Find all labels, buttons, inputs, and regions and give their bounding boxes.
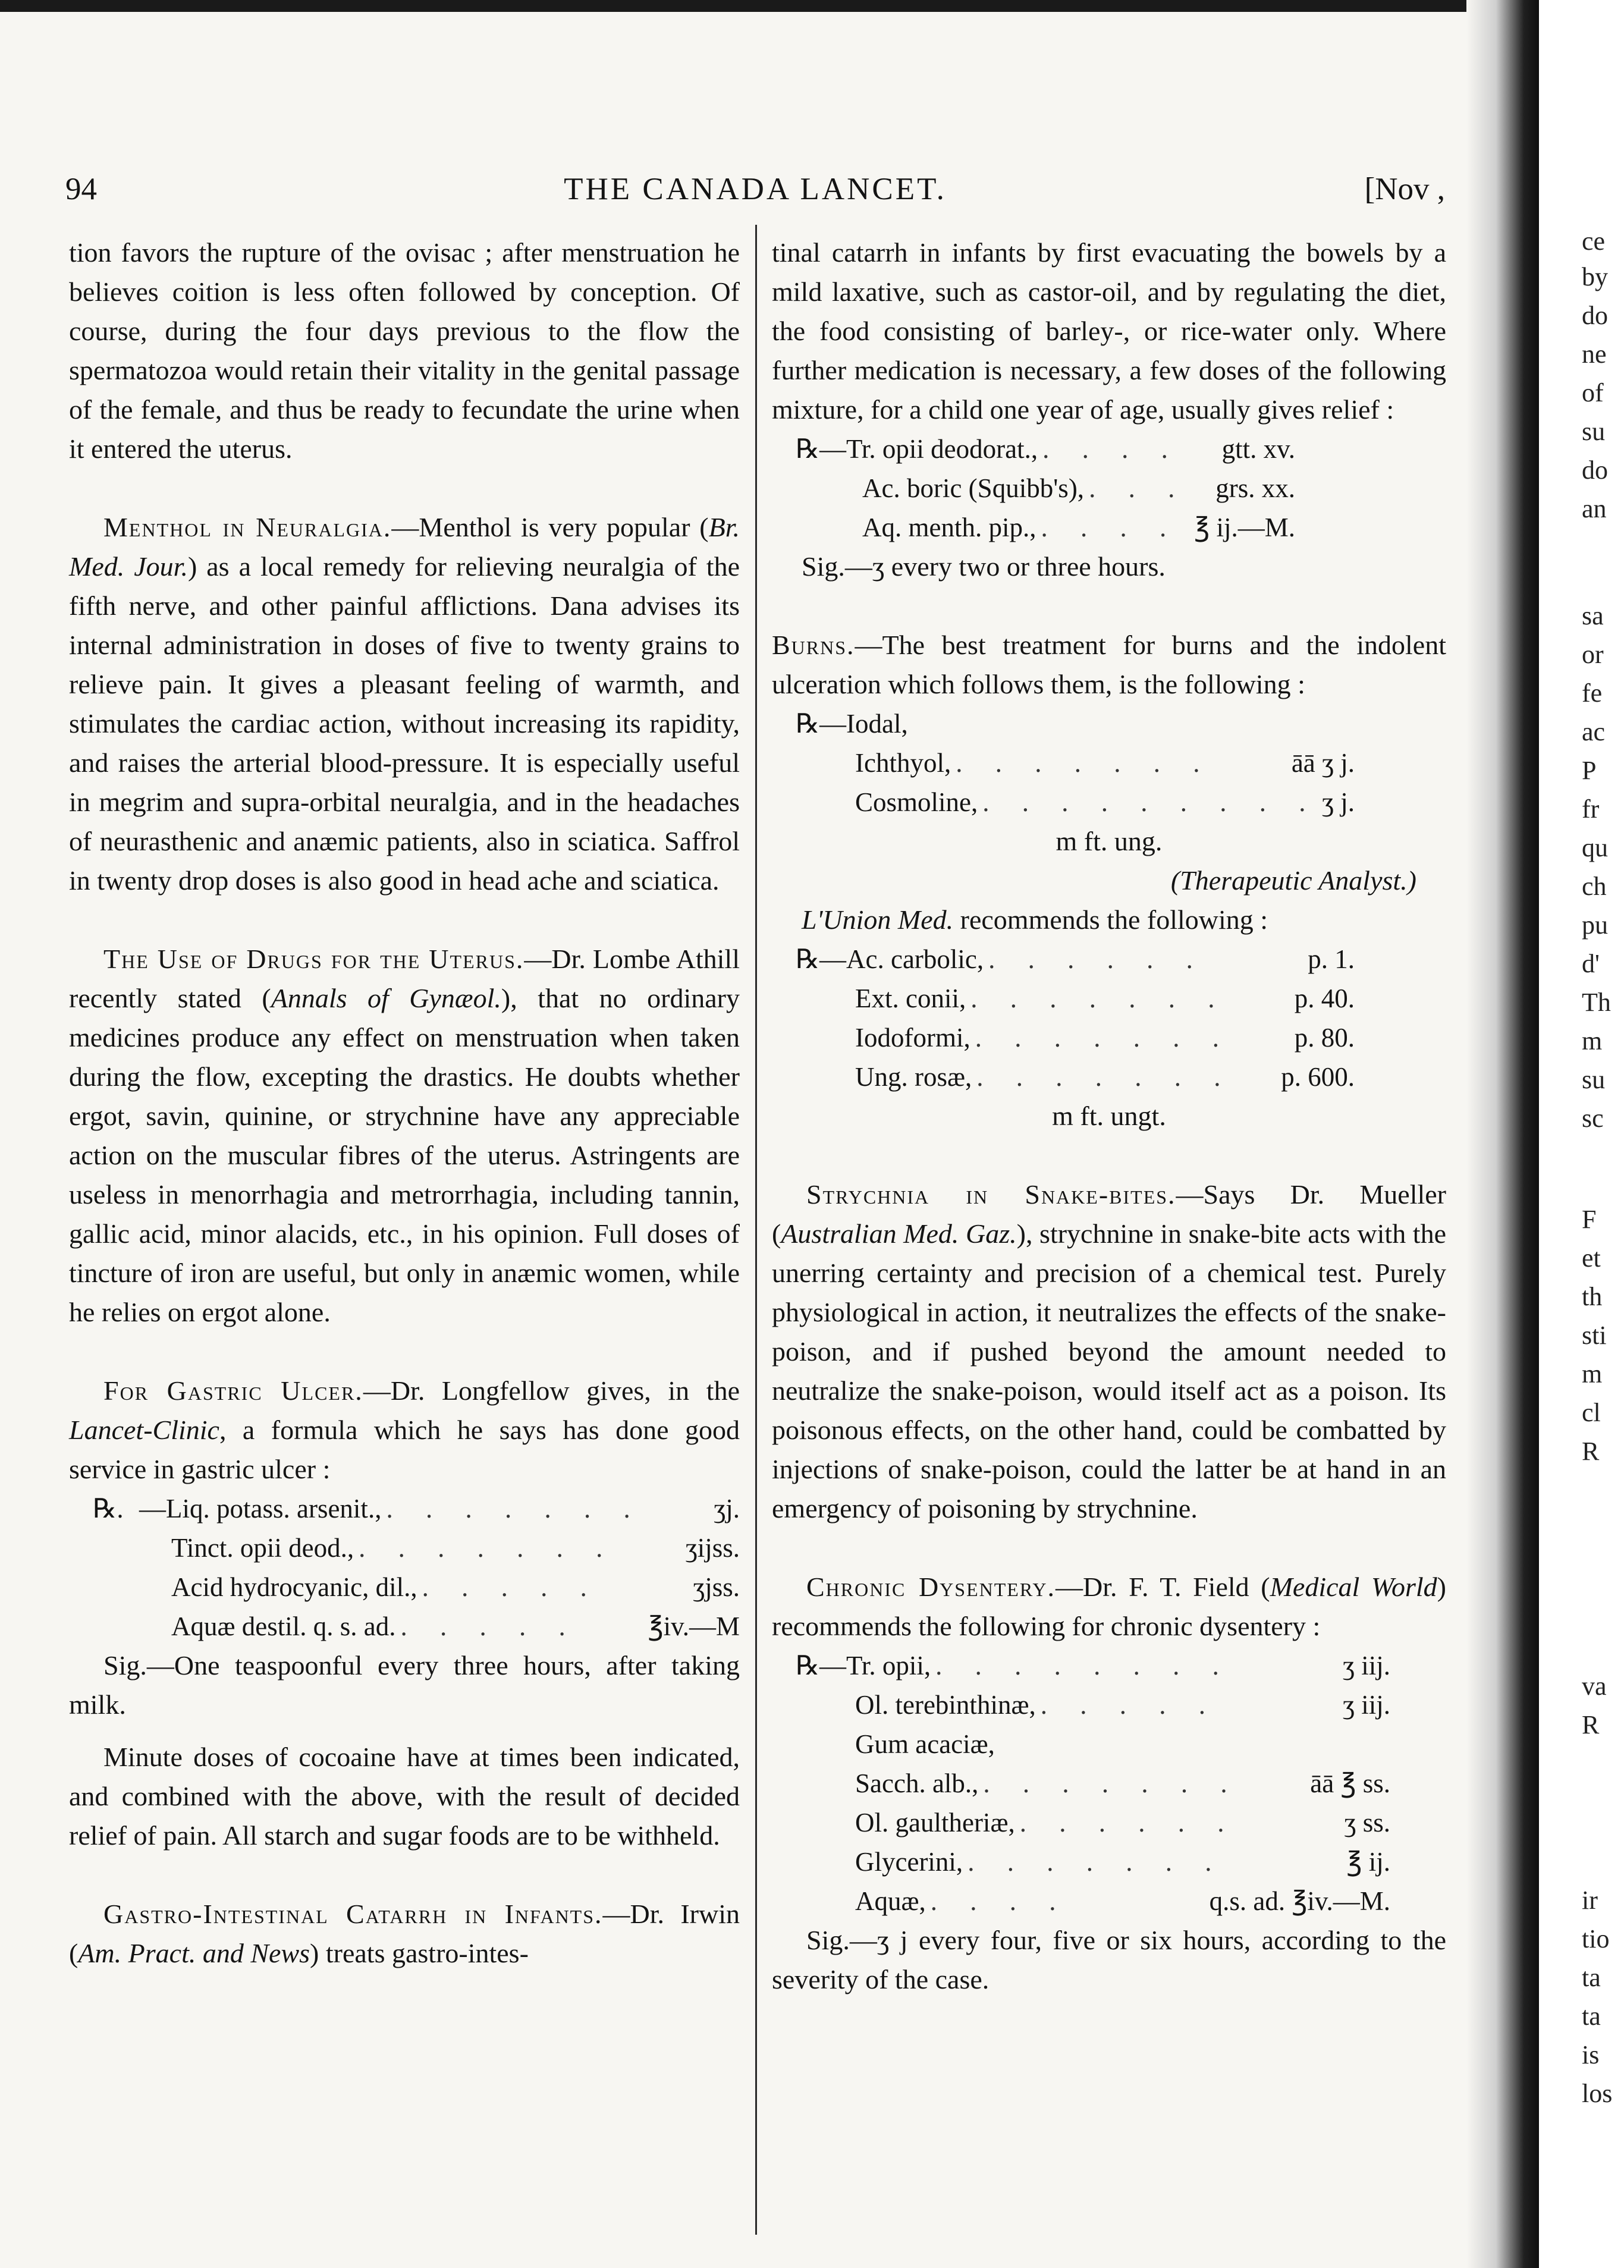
edge-fragment: ce [1582, 227, 1606, 256]
paragraph: Minute doses of cocoaine have at times been indicated, and combined with the above, with the result of decided relief of pain. All starch and sugar foods are to be withheld. [69, 1742, 740, 1851]
edge-fragment: sti [1582, 1321, 1607, 1350]
edge-fragment: et [1582, 1243, 1601, 1273]
edge-fragment: sa [1582, 601, 1604, 630]
edge-fragment: of [1582, 378, 1604, 407]
edge-fragment: qu [1582, 833, 1608, 862]
edge-fragment: do [1582, 301, 1608, 330]
rx-symbol: ℞ [796, 434, 820, 464]
edge-fragment: su [1582, 417, 1606, 446]
rx-line: Gum acaciæ, [855, 1729, 995, 1759]
page-header [65, 171, 1445, 219]
prescription-union [796, 940, 1355, 1097]
rx-line: Ac. boric (Squibb's), . . . grs. xx. [862, 473, 1295, 503]
edge-fragment: su [1582, 1065, 1606, 1094]
source-citation: Lancet-Clinic [69, 1415, 219, 1445]
article-menthol: Menthol in Neuralgia.—Menthol is very popular (Br. Med. Jour.) as a local remedy for relieving neuralgia of the fifth nerve, and other painful afflictions. Dana advises its internal administration in doses of five to twenty grains to relieve pain. It gives a pleasant feeling of warmth, and stimulates the cardiac action, without increasing its rapidity, and raises the arterial blood-pressure. It is especially useful in megrim and supra-orbital neuralgia, and in the headaches of neurasthenic and anæmic patients, also in sciatica. Saffrol in twenty drop doses is also good in head ache and sciatica. [69, 512, 740, 896]
rx-line: Ung. rosæ, . . . . . . . p. 600. [855, 1062, 1355, 1092]
page-number: 94 [65, 172, 97, 206]
edge-fragment: pu [1582, 910, 1608, 940]
article-strychnia: Strychnia in Snake-bites.—Says Dr. Mueller (Australian Med. Gaz.), strychnine in snake-bite acts with the unerring certainty and precision of a chemical test. Purely physiological in action, it neutralizes the effects of the snake-poison, and if pushed beyond the amount needed to neutralize the snake-poison, would itself act as a poison. Its poisonous effects, on the other hand, could be combatted by injections of snake-poison, could the latter be at hand in an emergency of poisoning by strychnine. [772, 1179, 1446, 1523]
source-citation: Br. Med. Jour. [69, 512, 740, 582]
rx-line: Tinct. opii deod., . . . . . . . ʒijss. [171, 1533, 740, 1563]
rx-line: Acid hydrocyanic, dil., . . . . . ʒjss. [171, 1572, 740, 1602]
issue-date: [Nov , [1364, 172, 1445, 206]
edge-fragment: do [1582, 456, 1608, 485]
article-heading: The Use of Drugs for the Uterus. [103, 944, 524, 974]
edge-fragment: m [1582, 1026, 1603, 1056]
continued-paragraph: tion favors the rupture of the ovisac ; after menstruation he believes coition is less often followed by conception. Of course, during the four days previous to the flow the spermatozoa would retain their vitality in the genital passage of the female, and thus be ready to fecundate the urine when it entered the uterus. [69, 237, 740, 464]
edge-fragment: Th [1582, 988, 1611, 1017]
source-citation: Annals of Gynæol. [271, 983, 501, 1013]
rx-line: Aquæ destil. q. s. ad. . . . . . ℥iv.—M [171, 1612, 740, 1641]
source-citation: Medical World [1270, 1572, 1437, 1602]
prescription-dysentery [796, 1646, 1390, 1921]
rx-line: ℞ —Iodal, [796, 704, 1355, 743]
rx-line: Sacch. alb., . . . . . . . āā ℥ ss. [855, 1768, 1390, 1798]
edge-fragment: ac [1582, 717, 1606, 746]
edge-fragment: an [1582, 494, 1607, 523]
edge-fragment: R [1582, 1710, 1600, 1739]
edge-fragment: fr [1582, 794, 1600, 824]
rx-symbol: ℞ [796, 709, 820, 739]
edge-fragment: d' [1582, 949, 1600, 978]
edge-fragment: R [1582, 1437, 1600, 1466]
article-heading: Chronic Dysentery. [806, 1572, 1056, 1602]
journal-title: THE CANADA LANCET. [564, 172, 947, 206]
rx-line: Ol. gaultheriæ, . . . . . . ʒ ss. [855, 1808, 1390, 1837]
rx-line: Cosmoline, . . . . . . . . . ʒ j. [855, 787, 1355, 817]
rx-line: Iodoformi, . . . . . . . p. 80. [855, 1023, 1355, 1053]
article-heading: Burns. [772, 630, 855, 660]
right-column [772, 233, 1446, 1999]
edge-fragment: P [1582, 756, 1597, 785]
article-heading: Menthol in Neuralgia. [103, 512, 392, 542]
rx-line: ℞. —Liq. potass. arsenit., . . . . . . . ʒj. [93, 1489, 740, 1528]
article-heading: For Gastric Ulcer. [103, 1375, 363, 1406]
rx-line: Glycerini, . . . . . . . ℥ ij. [855, 1847, 1390, 1877]
prescription-catarrh [796, 429, 1295, 547]
rx-line: Ichthyol, . . . . . . . āā ʒ j. [855, 748, 1355, 778]
rx-line: ℞ —Ac. carbolic, . . . . . . p. 1. [796, 940, 1355, 979]
scan-top-border [0, 0, 1624, 12]
edge-fragment: ta [1582, 2002, 1601, 2031]
edge-fragment: m [1582, 1359, 1603, 1389]
column-divider [755, 225, 757, 2235]
rx-line: Ol. terebinthinæ, . . . . . ʒ iij. [855, 1690, 1390, 1720]
edge-fragment: va [1582, 1672, 1607, 1701]
rx-line: ℞ —Tr. opii, . . . . . . . . ʒ iij. [796, 1646, 1390, 1685]
signature-line: Sig.—ʒ j every four, five or six hours, according to the severity of the case. [772, 1925, 1446, 1994]
rx-symbol: ℞. [93, 1494, 124, 1523]
book-spine-shadow [1466, 0, 1540, 2268]
credit-line: (Therapeutic Analyst.) [1170, 865, 1416, 896]
rx-line: Ext. conii, . . . . . . . p. 40. [855, 984, 1355, 1013]
signature-line: Sig.—ʒ every two or three hours. [802, 551, 1166, 582]
rx-line: Aquæ, . . . . q.s. ad. ℥iv.—M. [855, 1886, 1390, 1916]
article-drugs-uterus: The Use of Drugs for the Uterus.—Dr. Lombe Athill recently stated (Annals of Gynæol.), that no ordinary medicines produce any effect on menstruation when taken during the flow, excepting the drastics. He doubts whether ergot, savin, quinine, or strychnine have any appreciable action on the muscular fibres of the uterus. Astringents are useless in menorrhagia and metrorrhagia, including tannin, gallic acid, minor alacids, etc., in his opinion. Full doses of tincture of iron are useful, but only in anæmic women, while he relies on ergot alone. [69, 944, 740, 1327]
rx-line: Aq. menth. pip., . . . . ℥ ij.—M. [862, 513, 1295, 542]
source-citation: L'Union Med. [802, 904, 954, 935]
edge-fragment: sc [1582, 1104, 1604, 1133]
rx-symbol: ℞ [796, 944, 820, 974]
formula-note: m ft. ung. [1056, 826, 1163, 856]
article-heading: Strychnia in Snake-bites. [806, 1179, 1176, 1210]
edge-fragment: by [1582, 262, 1608, 291]
edge-fragment: tio [1582, 1924, 1610, 1953]
article-catarrh: Gastro-Intestinal Catarrh in Infants.—Dr. Irwin (Am. Pract. and News) treats gastro-intes- [69, 1899, 740, 1968]
prescription-gastric [93, 1489, 740, 1646]
edge-fragment: or [1582, 640, 1604, 669]
edge-fragment: ir [1582, 1886, 1598, 1915]
edge-fragment: fe [1582, 678, 1603, 708]
rx-symbol: ℞ [796, 1651, 820, 1680]
prescription-burns [796, 704, 1355, 822]
edge-fragment: is [1582, 2040, 1600, 2069]
edge-fragment: th [1582, 1282, 1603, 1311]
rx-line: ℞ —Tr. opii deodorat., . . . . gtt. xv. [796, 429, 1295, 469]
article-gastric-ulcer: For Gastric Ulcer.—Dr. Longfellow gives, in the Lancet-Clinic, a formula which he says has done good service in gastric ulcer : [69, 1375, 740, 1484]
edge-fragment: ne [1582, 340, 1607, 369]
edge-fragment: los [1582, 2079, 1613, 2108]
article-heading: Gastro-Intestinal Catarrh in Infants. [103, 1899, 603, 1929]
article-dysentery: Chronic Dysentery.—Dr. F. T. Field (Medical World) recommends the following for chronic dysentery : [772, 1572, 1446, 1641]
paragraph: L'Union Med. recommends the following : [802, 904, 1268, 935]
edge-fragment: ta [1582, 1963, 1601, 1992]
edge-fragment: F [1582, 1205, 1597, 1234]
continued-paragraph: tinal catarrh in infants by first evacuating the bowels by a mild laxative, such as castor-oil, and by regulating the diet, the food consisting of barley-, or rice-water only. Where further medication is necessary, a few doses of the following mixture, for a child one year of age, usually gives relief : [772, 237, 1446, 425]
signature-line: Sig.—One teaspoonful every three hours, after taking milk. [69, 1650, 740, 1720]
edge-fragment: cl [1582, 1398, 1601, 1427]
formula-note: m ft. ungt. [1052, 1101, 1166, 1131]
source-citation: Australian Med. Gaz. [781, 1218, 1017, 1249]
left-column [69, 233, 740, 1973]
source-citation: Am. Pract. and News [78, 1938, 310, 1968]
edge-fragment: ch [1582, 872, 1607, 901]
article-burns: Burns.—The best treatment for burns and the indolent ulceration which follows them, is the following : [772, 630, 1446, 699]
